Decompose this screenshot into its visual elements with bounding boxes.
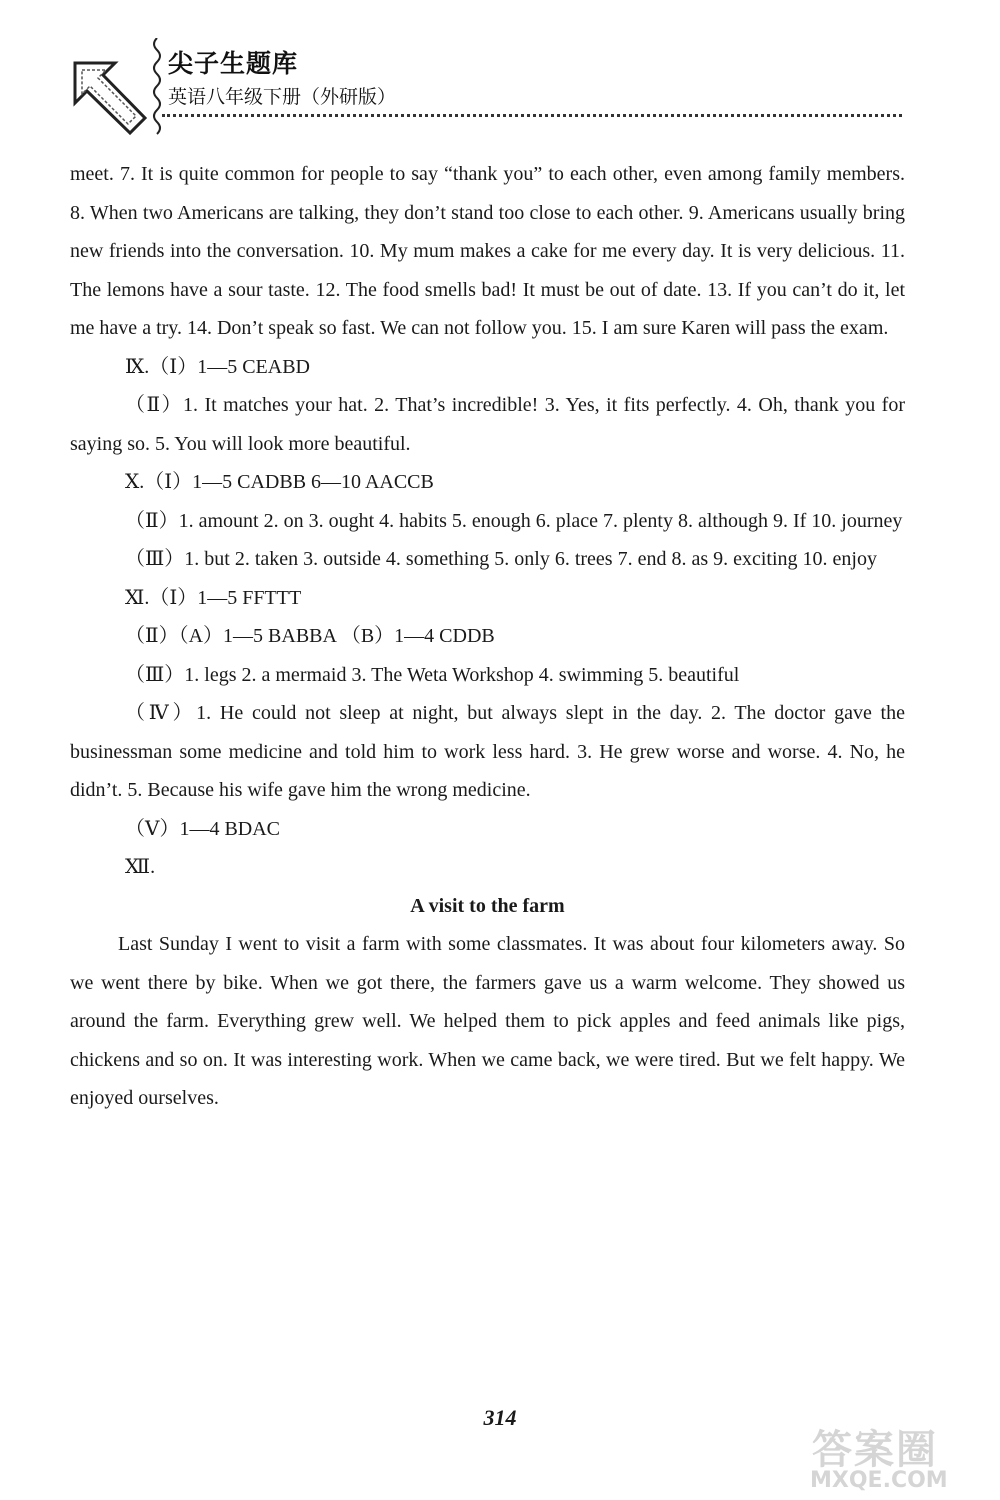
watermark-url: MXQE.COM [810, 1468, 948, 1493]
answer-paragraph: Ⅻ. [125, 856, 156, 878]
answer-paragraph: Ⅺ.（Ⅰ）1—5 FFTTT [125, 586, 302, 609]
answer-paragraph: （Ⅱ）（A）1—5 BABBA （B）1—4 CDDB [125, 625, 495, 647]
answer-paragraph: meet. 7. It is quite common for people to say “thank you” to each other, even among family members. 8. When two Americans are talking, they don’t stand too close to each other. 9. Americans usually bring new friends into the conversation. 10. My mum makes a cake for me every day. It is very delicious. 11. The lemons have a sour taste. 12. The food smells bad! It must be out of date. 13. If you can’t do it, let me have a try. 14. Don’t speak so fast. We can not follow you. 15. I am sure Karen will pass the exam. [70, 163, 905, 339]
decorative-wavy-line [150, 38, 164, 138]
book-title: 尖子生题库 [168, 49, 299, 78]
book-subtitle: 英语八年级下册（外研版） [168, 86, 397, 108]
watermark [792, 1418, 992, 1498]
watermark-logo: 答案圈 [812, 1427, 938, 1473]
page-number: 314 [483, 1405, 517, 1430]
answer-paragraph: （Ⅱ）1. amount 2. on 3. ought 4. habits 5. enough 6. place 7. plenty 8. although 9. If 10. journey [125, 509, 903, 532]
answer-content [70, 155, 905, 1118]
answer-paragraph: （Ⅴ）1—4 BDAC [125, 817, 281, 840]
header-dotted-divider [162, 114, 902, 117]
answer-paragraph: （Ⅲ）1. but 2. taken 3. outside 4. something 5. only 6. trees 7. end 8. as 9. exciting 10. enjoy [125, 548, 877, 570]
arrow-logo-icon [70, 58, 150, 138]
essay-title: A visit to the farm [410, 894, 565, 917]
answer-paragraph: Ⅸ.（Ⅰ）1—5 CEABD [125, 355, 310, 378]
answer-paragraph: （Ⅱ）1. It matches your hat. 2. That’s incredible! 3. Yes, it fits perfectly. 4. Oh, thank you for saying so. 5. You will look more beautiful. [70, 394, 905, 455]
answer-paragraph: （Ⅲ）1. legs 2. a mermaid 3. The Weta Workshop 4. swimming 5. beautiful [125, 663, 740, 686]
answer-paragraph: Ⅹ.（Ⅰ）1—5 CADBB 6—10 AACCB [125, 471, 434, 493]
essay-text: Last Sunday I went to visit a farm with some classmates. It was about four kilometers away. So we went there by bike. When we got there, the farmers gave us a warm welcome. They showed us around the farm. Everything grew well. We helped them to pick apples and feed animals like pigs, chickens and so on. It was interesting work. When we came back, we were tired. But we felt happy. We enjoyed ourselves. [70, 933, 905, 1109]
answer-paragraph: （Ⅳ）1. He could not sleep at night, but always slept in the day. 2. The doctor gave the businessman some medicine and told him to work less hard. 3. He grew worse and worse. 4. No, he didn’t. 5. Because his wife gave him the wrong medicine. [70, 702, 905, 801]
page-header [60, 38, 910, 138]
